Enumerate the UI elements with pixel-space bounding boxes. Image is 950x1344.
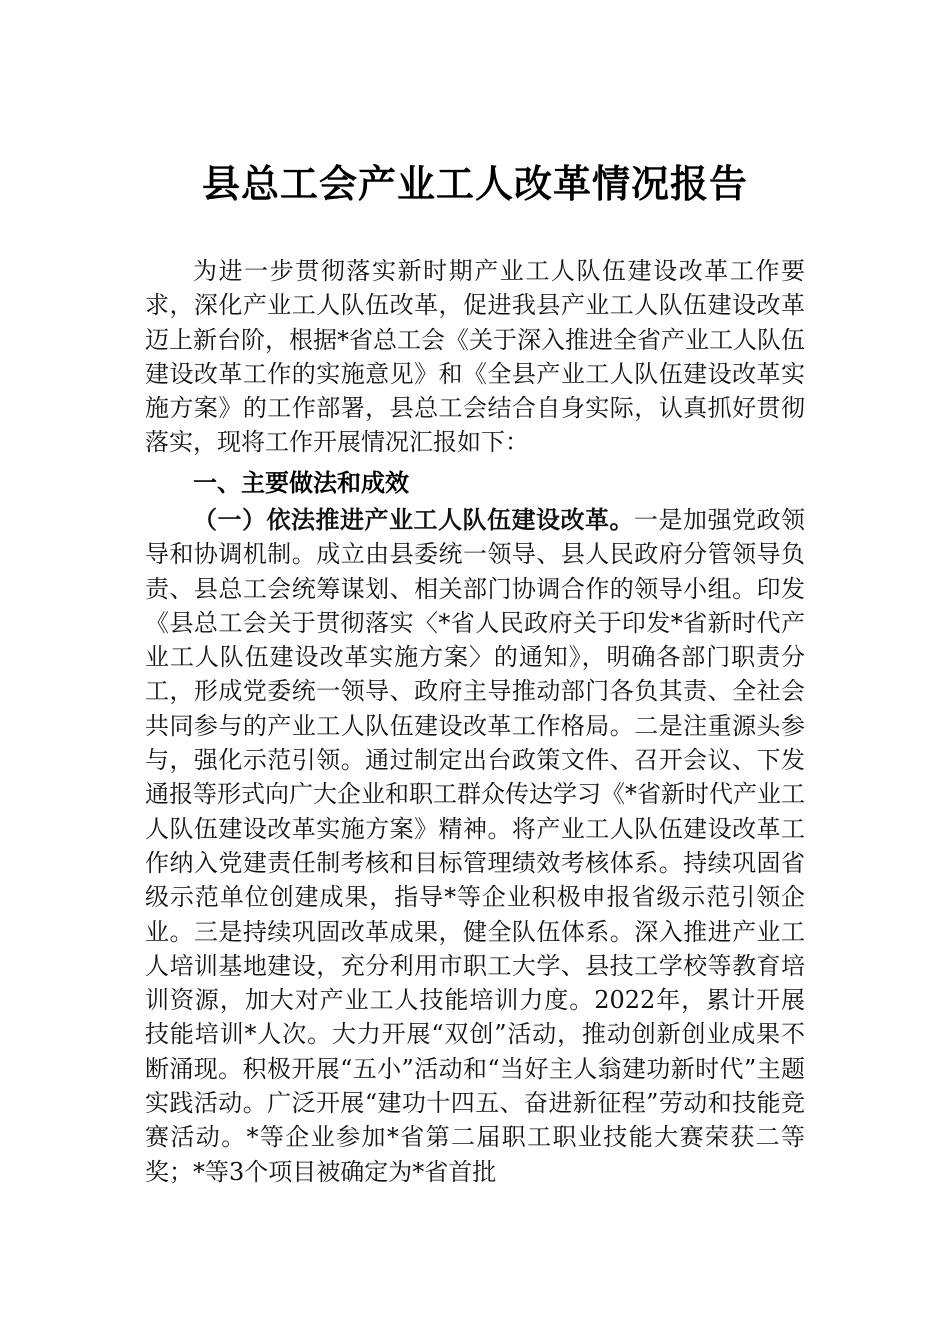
subsection-1-paragraph bbox=[145, 503, 805, 1189]
document-title: 县总工会产业工人改革情况报告 bbox=[201, 161, 748, 206]
subsection-1-lead: （一）依法推进产业工人队伍建设改革。 bbox=[193, 506, 634, 534]
section-heading-1: 一、主要做法和成效 bbox=[193, 469, 409, 497]
subsection-1-body: 一是加强党政领导和协调机制。成立由县委统一领导、县人民政府分管领导负责、县总工会统筹谋划、相关部门协调合作的领导小组。印发《县总工会关于贯彻落实〈*省人民政府关于印发*省新时代产业工人队伍建设改革实施方案〉的通知》，明确各部门职责分工，形成党委统一领导、政府主导推动部门各负其责、全社会共同参与的产业工人队伍建设改革工作格局。二是注重源头参与，强化示范引领。通过制定出台政策文件、召开会议、下发通报等形式向广大企业和职工群众传达学习《*省新时代产业工人队伍建设改革实施方案》精神。将产业工人队伍建设改革工作纳入党建责任制考核和目标管理绩效考核体系。持续巩固省级示范单位创建成果，指导*等企业积极申报省级示范引领企业。三是持续巩固改革成果，健全队伍体系。深入推进产业工人培训基地建设，充分利用市职工大学、县技工学校等教育培训资源，加大对产业工人技能培训力度。2022年，累计开展技能培训*人次。大力开展“双创”活动，推动创新创业成果不断涌现。积极开展“五小”活动和“当好主人翁建功新时代”主题实践活动。广泛开展“建功十四五、奋进新征程”劳动和技能竞赛活动。*等企业参加*省第二届职工职业技能大赛荣获二等奖；*等3个项目被确定为*省首批 bbox=[145, 506, 805, 1186]
intro-paragraph: 为进一步贯彻落实新时期产业工人队伍建设改革工作要求，深化产业工人队伍改革，促进我县产业工人队伍建设改革迈上新台阶，根据*省总工会《关于深入推进全省产业工人队伍建设改革工作的实施意见》和《全县产业工人队伍建设改革实施方案》的工作部署，县总工会结合自身实际，认真抓好贯彻落实，现将工作开展情况汇报如下： bbox=[145, 257, 805, 457]
